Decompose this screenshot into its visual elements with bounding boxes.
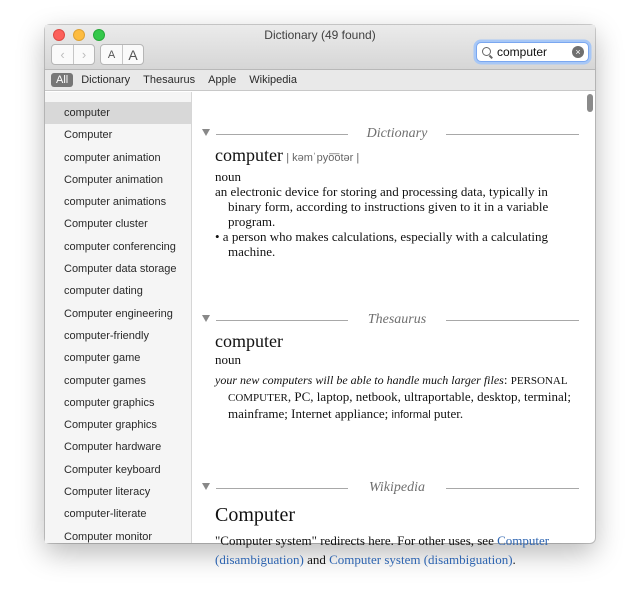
result-item[interactable]: Computer cluster	[64, 218, 148, 231]
synonym-list: , PC, laptop, netbook, ultraportable, desktop, terminal; mainframe; Internet appliance;	[228, 389, 571, 421]
search-field[interactable]	[476, 42, 589, 62]
back-button[interactable]: ‹	[60, 47, 65, 62]
result-item[interactable]: Computer animation	[64, 173, 164, 186]
result-item[interactable]: computer dating	[64, 285, 143, 298]
wikipedia-section-label: Wikipedia	[369, 480, 425, 495]
source-tab-thesaurus[interactable]: Thesaurus	[143, 74, 196, 86]
result-item[interactable]: computer-literate	[64, 508, 147, 521]
results-sidebar	[45, 92, 192, 543]
disambiguation-link[interactable]: Computer (disambiguation)	[215, 533, 550, 567]
definition-2: • a person who makes calculations, especially with a calculating machine.	[215, 229, 549, 259]
source-tab-all[interactable]: All	[51, 73, 73, 87]
result-item[interactable]: computer graphics	[64, 396, 155, 409]
dictionary-section-label: Dictionary	[366, 126, 428, 141]
result-item[interactable]: computer conferencing	[64, 240, 176, 253]
synonym-block	[215, 372, 580, 423]
definition-content	[192, 92, 595, 567]
disclosure-triangle-icon[interactable]	[202, 315, 210, 322]
example-colon: :	[503, 372, 511, 387]
pronunciation: | kəmˈpyo͞otər |	[286, 152, 360, 164]
search-icon	[482, 47, 491, 56]
result-item[interactable]: computer game	[64, 352, 141, 365]
result-item[interactable]: computer games	[64, 374, 146, 387]
disclosure-triangle-icon[interactable]	[202, 483, 210, 490]
divider	[446, 488, 579, 489]
part-of-speech: noun	[215, 169, 241, 184]
results-list	[45, 92, 191, 548]
informal-synonym: puter.	[433, 406, 464, 421]
thesaurus-section-label: Thesaurus	[367, 312, 427, 327]
clear-search-icon[interactable]: ×	[572, 46, 584, 58]
result-item[interactable]: computer animation	[64, 151, 161, 164]
title-bar	[45, 25, 595, 70]
divider	[216, 320, 348, 321]
system-disambiguation-link[interactable]: Computer system (disambiguation)	[329, 552, 513, 567]
result-item[interactable]: Computer hardware	[64, 441, 162, 454]
wikipedia-text: "Computer system" redirects here. For other uses, see	[215, 533, 498, 548]
divider	[446, 134, 579, 135]
register-label: informal	[391, 409, 431, 421]
divider	[216, 134, 348, 135]
wikipedia-text: .	[512, 552, 516, 567]
wikipedia-title: Computer	[215, 504, 295, 526]
usage-example: your new computers will be able to handle much larger files	[215, 373, 504, 387]
thesaurus-entry	[215, 331, 580, 423]
dictionary-section-header[interactable]	[202, 126, 582, 142]
result-item[interactable]: computer	[45, 102, 191, 124]
increase-font-button[interactable]: A	[122, 45, 143, 64]
history-navigation	[51, 44, 95, 65]
result-item[interactable]: Computer data storage	[64, 263, 177, 276]
wikipedia-section-header[interactable]	[202, 480, 582, 496]
source-tab-dictionary[interactable]: Dictionary	[81, 74, 131, 86]
window-title: Dictionary (49 found)	[264, 28, 376, 42]
dictionary-window	[45, 25, 595, 567]
forward-button[interactable]: ›	[73, 45, 94, 64]
divider	[216, 488, 348, 489]
thesaurus-part-of-speech: noun	[215, 352, 241, 367]
search-input[interactable]	[497, 44, 569, 60]
thesaurus-headword: computer	[215, 331, 283, 351]
source-filter-bar	[45, 70, 595, 91]
result-item[interactable]: Computer keyboard	[64, 463, 161, 476]
decrease-font-button[interactable]: A	[107, 48, 116, 61]
result-item[interactable]: Computer engineering	[64, 307, 173, 320]
content-scrollbar[interactable]	[587, 94, 593, 112]
wikipedia-text: and	[303, 552, 330, 567]
definition-1: an electronic device for storing and processing data, typically in binary form, according to instructions given to it in a variable program.	[215, 184, 549, 229]
thesaurus-section-header[interactable]	[202, 312, 582, 328]
wikipedia-summary	[215, 531, 555, 569]
synonym-personal-computer[interactable]: PERSONAL COMPUTER	[228, 375, 568, 404]
result-item[interactable]: Computer literacy	[64, 486, 151, 499]
wikipedia-entry	[215, 504, 555, 569]
source-tab-apple[interactable]: Apple	[208, 74, 237, 86]
result-item[interactable]: computer animations	[64, 196, 167, 209]
result-item[interactable]: Computer	[64, 129, 113, 142]
dictionary-entry	[215, 145, 560, 259]
result-item[interactable]: computer-friendly	[64, 329, 149, 342]
divider	[446, 320, 579, 321]
disclosure-triangle-icon[interactable]	[202, 129, 210, 136]
result-item[interactable]: Computer monitor	[64, 530, 153, 543]
dictionary-headword: computer	[215, 145, 283, 165]
result-item[interactable]: Computer graphics	[64, 419, 157, 432]
font-size-controls	[100, 44, 144, 65]
source-tab-wikipedia[interactable]: Wikipedia	[249, 74, 297, 86]
